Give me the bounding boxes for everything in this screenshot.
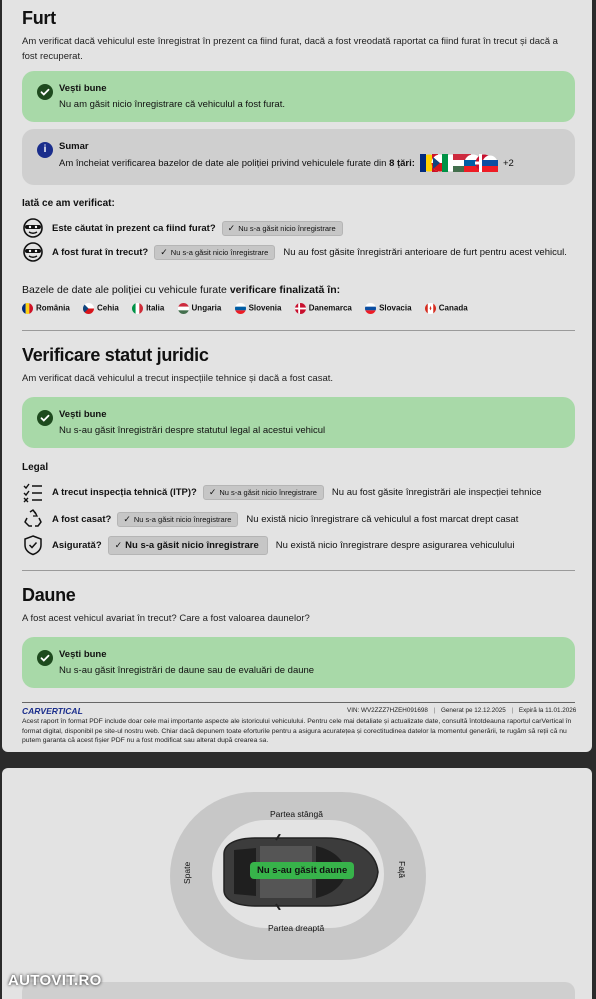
db-heading-prefix: Bazele de date ale poliției cu vehicule furate [22, 284, 227, 296]
footer-divider [22, 702, 575, 703]
checkmark-icon: ✓ [160, 246, 168, 257]
check-row-insured [22, 534, 514, 556]
status-chip-text: Nu s-a găsit nicio înregistrare [219, 487, 317, 497]
furt-summary-card [22, 129, 575, 185]
side-label-rear: Spate [182, 861, 192, 884]
country-name: Italia [146, 303, 165, 313]
check-circle-icon [37, 410, 53, 426]
check-row-scrapped [22, 508, 518, 530]
juridic-good-news-card [22, 397, 575, 448]
status-chip [222, 221, 343, 236]
flag-canada-icon [425, 303, 436, 314]
furt-intro: Am verificat dacă vehiculul este înregistrat în prezent ca fiind furat, dacă a fost vreodată raportat ca fiind furat în trecut și dacă a fost recuperat. [22, 36, 558, 62]
checkmark-icon: ✓ [227, 222, 236, 233]
vin-value: WV2ZZZ7HZEH091698 [361, 707, 428, 714]
country-item [365, 303, 411, 314]
section-title-juridic: Verificare statut juridic [22, 345, 209, 365]
check-detail: Nu au fost găsite înregistrări ale inspecției tehnice [331, 486, 542, 498]
summary-count: 8 țări: [389, 158, 415, 169]
checkmark-icon: ✓ [208, 486, 217, 497]
vin-label: VIN: [347, 707, 360, 714]
next-card-partial [22, 982, 575, 999]
footer-meta: VIN: WV2ZZZ7HZEH091698 | Generat pe 12.12.2025 | Expiră la 11.01.2026 [347, 707, 577, 714]
checkmark-icon: ✓ [123, 513, 131, 524]
check-row-currently-stolen [22, 217, 343, 239]
summary-text [59, 158, 415, 169]
legal-heading: Legal [22, 462, 49, 473]
check-label: Este căutat în prezent ca fiind furat? [52, 222, 216, 234]
status-chip-text: Nu s-a găsit nicio înregistrare [125, 539, 259, 551]
country-name: România [36, 303, 70, 313]
good-news-title: Vești bune [59, 409, 107, 420]
summary-text-prefix: Am încheiat verificarea bazelor de date ale poliției privind vehiculele furate din [59, 158, 387, 169]
check-row-itp [22, 481, 542, 503]
juridic-intro: Am verificat dacă vehiculul a trecut inspecțiile tehnice și dacă a fost casat. [22, 373, 334, 384]
generated-date: 12.12.2025 [474, 707, 506, 714]
thief-mask-icon [22, 217, 44, 239]
flag-romania-icon [22, 303, 33, 314]
flag-hungary-icon [178, 303, 189, 314]
good-news-text: Nu s-au găsit înregistrări despre statutul legal al acestui vehicul [59, 425, 326, 436]
country-name: Cehia [97, 303, 119, 313]
country-item [295, 303, 352, 314]
side-label-right: Partea dreaptă [268, 923, 325, 933]
country-flags-stack [420, 154, 498, 172]
section-divider [22, 330, 575, 331]
check-label: Asigurată? [52, 539, 102, 551]
status-chip-text: Nu s-a găsit nicio înregistrare [170, 247, 269, 257]
db-heading [22, 284, 340, 296]
furt-good-news-card [22, 71, 575, 122]
report-page [2, 0, 592, 752]
check-label: A fost casat? [52, 513, 112, 525]
status-chip [108, 536, 268, 555]
no-damage-badge: Nu s-au găsit daune [250, 862, 354, 879]
country-name: Ungaria [191, 303, 222, 313]
side-label-front: Față [397, 861, 407, 879]
summary-title: Sumar [59, 141, 89, 152]
country-list [22, 303, 479, 314]
thief-mask-icon [22, 241, 44, 263]
check-label: A trecut inspecția tehnică (ITP)? [52, 486, 197, 498]
flag-czech-icon [83, 303, 94, 314]
generated-label: Generat pe [440, 707, 473, 714]
section-title-daune: Daune [22, 585, 76, 605]
section-divider [22, 570, 575, 571]
country-name: Canada [438, 303, 468, 313]
country-item [425, 303, 468, 314]
section-title-furt: Furt [22, 8, 56, 28]
status-chip [203, 485, 324, 500]
brand-logo: CARVERTICAL [22, 706, 83, 716]
country-item [178, 303, 222, 314]
status-chip [154, 245, 275, 260]
flag-italy-icon [132, 303, 143, 314]
check-detail: Nu există nicio înregistrare că vehiculul a fost marcat drept casat [246, 513, 519, 525]
good-news-title: Vești bune [59, 649, 107, 660]
expires-date: 11.01.2026 [545, 707, 577, 714]
country-item [83, 303, 119, 314]
footer-disclaimer: Acest raport în format PDF include doar cele mai importante aspecte ale istoricului vehiculului. Pentru cele mai detaliate și actualizate date, consultă întotdeauna raportul carVertical în format digital, disponibil pe site-ul nostru web. Chiar dacă depunem toate eforturile pentru a asigura acuratețea și corectitudinea datelor la momentul generării, te rugăm să reții că nu putem garanta că acest fișier PDF nu a fost modificat sau alterat după crearea sa. [22, 718, 572, 744]
status-chip-text: Nu s-a găsit nicio înregistrare [133, 514, 232, 524]
check-detail: Nu există nicio înregistrare despre asigurarea vehiculului [275, 539, 515, 551]
checkmark-icon: ✓ [114, 539, 123, 550]
good-news-title: Vești bune [59, 83, 107, 94]
good-news-text: Nu s-au găsit înregistrări de daune sau de evaluări de daune [59, 665, 315, 676]
flag-slovenia-icon [235, 303, 246, 314]
flag-slovakia-icon [365, 303, 376, 314]
report-page-damage-diagram [2, 768, 592, 999]
recycle-icon [22, 508, 44, 530]
checked-heading: Iată ce am verificat: [22, 198, 115, 209]
shield-check-icon [22, 534, 44, 556]
daune-intro: A fost acest vehicul avariat în trecut? Care a fost valoarea daunelor? [22, 613, 310, 624]
summary-more-count: +2 [503, 158, 514, 169]
country-name: Slovenia [248, 303, 282, 313]
country-item [22, 303, 70, 314]
country-name: Danemarca [308, 303, 352, 313]
check-row-stolen-past [22, 241, 567, 263]
status-chip-text: Nu s-a găsit nicio înregistrare [238, 223, 336, 233]
side-label-left: Partea stângă [270, 809, 323, 819]
db-heading-bold: verificare finalizată în: [229, 284, 341, 296]
watermark-logo: AUTOVIT.RO [8, 972, 102, 989]
status-chip [117, 512, 238, 527]
check-circle-icon [37, 650, 53, 666]
check-detail: Nu au fost găsite înregistrări anterioare de furt pentru acest vehicul. [283, 246, 567, 258]
country-item [132, 303, 164, 314]
country-item [235, 303, 282, 314]
info-icon: i [37, 142, 53, 158]
check-circle-icon [37, 84, 53, 100]
daune-good-news-card [22, 637, 575, 688]
expires-label: Expiră la [518, 707, 544, 714]
checklist-icon [22, 481, 44, 503]
check-label: A fost furat în trecut? [52, 246, 149, 258]
good-news-text: Nu am găsit nicio înregistrare că vehiculul a fost furat. [59, 99, 285, 110]
country-name: Slovacia [379, 303, 412, 313]
flag-denmark-icon [295, 303, 306, 314]
